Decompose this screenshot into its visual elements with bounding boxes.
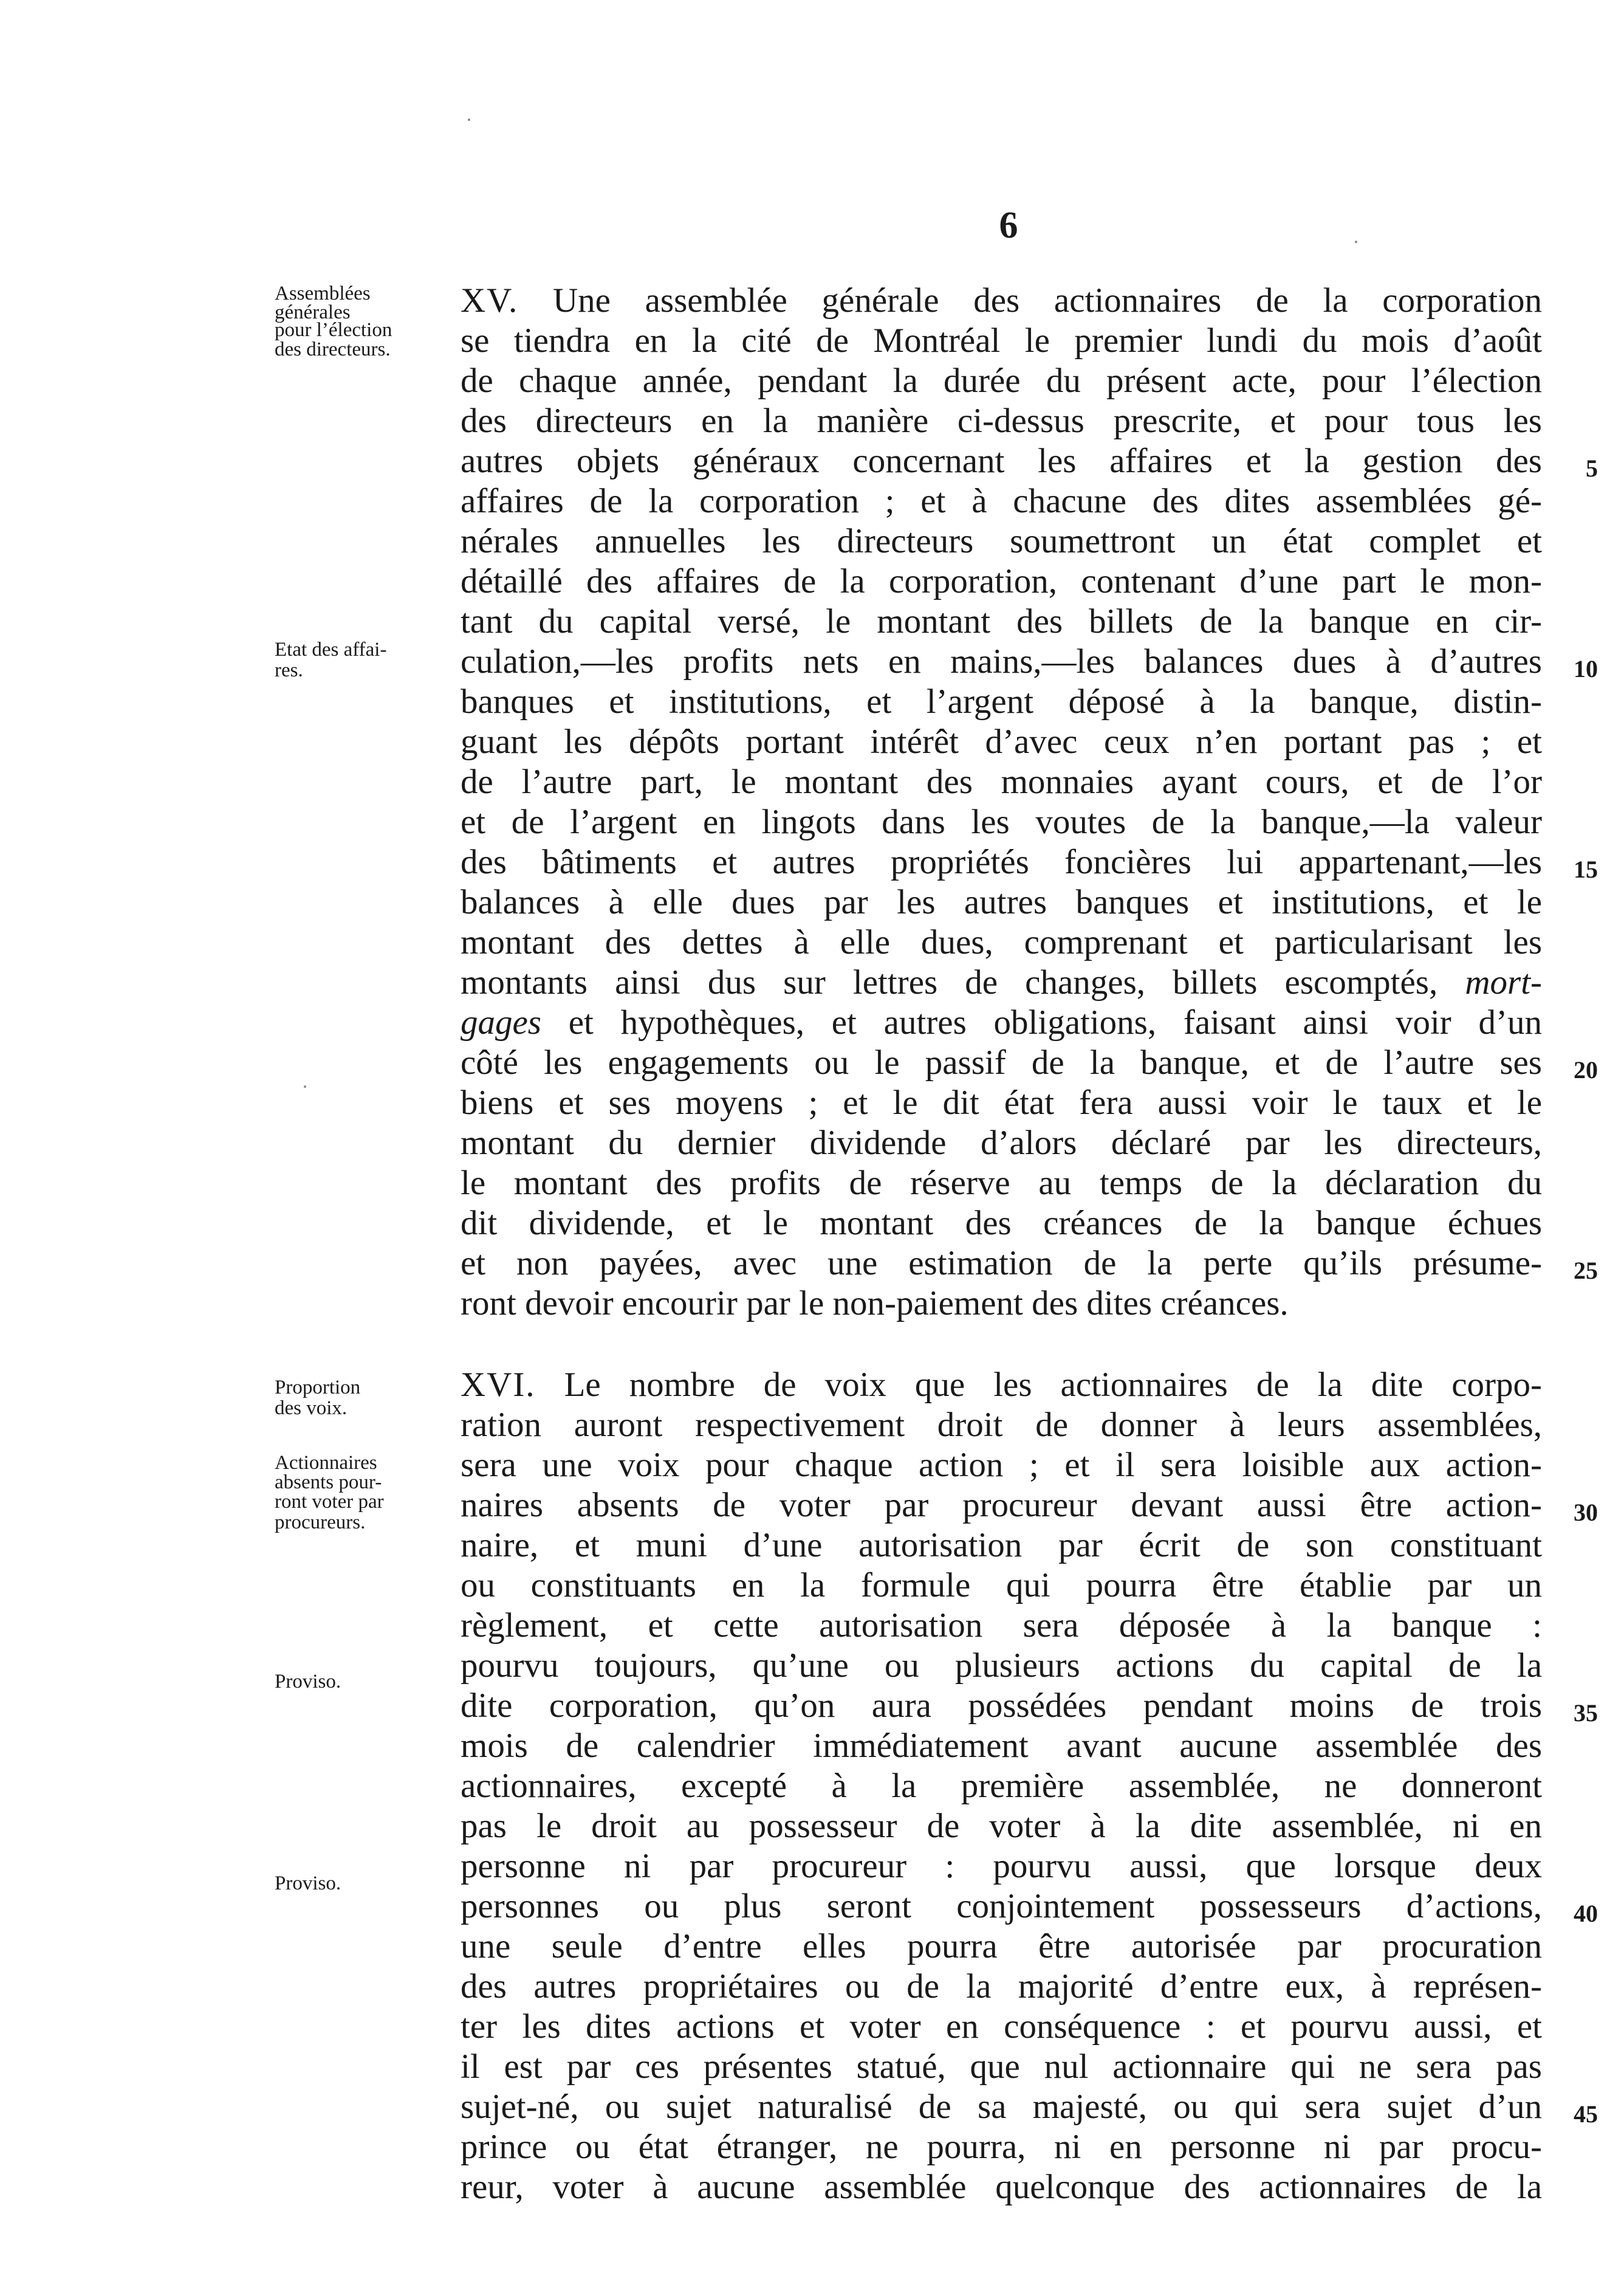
scan-speck — [468, 119, 470, 121]
xv-line-1: XV. Une assemblée générale des actionnaires de la corporation — [461, 281, 1543, 320]
margin-note-proviso-1: Proviso. — [275, 1671, 341, 1693]
xv-line-12: guant les dépôts portant intérêt d’avec ceux n’en portant pas ; et — [461, 723, 1542, 761]
xvi-line-15: une seule d’entre elles pourra être autorisée par procuration — [461, 1927, 1542, 1965]
xvi-line-18: il est par ces présentes statué, que nul actionnaire qui ne sera pas — [461, 2047, 1542, 2086]
xv-line-18: montants ainsi dus sur lettres de changes, billets escomptés, mort- — [461, 963, 1543, 1002]
xv-line-20: côté les engagements ou le passif de la banque, et de l’autre ses — [461, 1043, 1542, 1082]
xv-line-8: détaillé des affaires de la corporation, contenant d’une part le mon- — [461, 562, 1542, 600]
xv-line-22: montant du dernier dividende d’alors déclaré par les directeurs, — [461, 1124, 1542, 1162]
xvi-line-7: règlement, et cette autorisation sera déposée à la banque : — [461, 1606, 1542, 1645]
xv-line-26: ront devoir encourir par le non-paiement des dites créances. — [461, 1284, 1289, 1322]
xv-line-14: et de l’argent en lingots dans les voutes de la banque,—la valeur — [461, 803, 1542, 841]
line-number: 45 — [1574, 2100, 1598, 2128]
xvi-line-3: sera une voix pour chaque action ; et il sera loisible aux action- — [461, 1446, 1542, 1484]
xvi-line-8: pourvu toujours, qu’une ou plusieurs actions du capital de la — [461, 1646, 1542, 1685]
line-number: 15 — [1574, 856, 1598, 883]
xv-line-21: biens et ses moyens ; et le dit état fera aussi voir le taux et le — [461, 1084, 1542, 1122]
margin-note-assemblees: Assemblées générales pour l’élection des directeurs. — [275, 283, 392, 360]
xvi-line-1: XVI. Le nombre de voix que les actionnaires de la dite corpo- — [461, 1366, 1543, 1404]
xvi-line-6: ou constituants en la formule qui pourra être établie par un — [461, 1566, 1542, 1604]
xv-line-4: des directeurs en la manière ci-dessus prescrite, et pour tous les — [461, 402, 1542, 440]
section-xv-numeral: XV. — [461, 281, 519, 320]
xv-line-11: banques et institutions, et l’argent déposé à la banque, distin- — [461, 682, 1542, 721]
line-number: 25 — [1574, 1257, 1598, 1284]
xv-line-19: gages et hypothèques, et autres obligations, faisant ainsi voir d’un — [461, 1003, 1543, 1042]
xvi-line-5: naire, et muni d’une autorisation par écrit de son constituant — [461, 1526, 1542, 1564]
line-number: 20 — [1574, 1056, 1598, 1084]
line-number: 35 — [1574, 1699, 1598, 1727]
italic-mortgages-a: mort- — [1465, 963, 1543, 1002]
xv-line-10: culation,—les profits nets en mains,—les balances dues à d’autres — [461, 642, 1542, 681]
xv-line-2: se tiendra en la cité de Montréal le premier lundi du mois d’août — [461, 321, 1542, 360]
xv-line-15: des bâtiments et autres propriétés foncières lui appartenant,—les — [461, 843, 1542, 881]
xv-line-17: montant des dettes à elle dues, comprenant et particularisant les — [461, 923, 1542, 961]
xvi-line-9: dite corporation, qu’on aura possédées pendant moins de trois — [461, 1686, 1542, 1725]
page-number: 6 — [999, 205, 1018, 246]
xv-line-5: autres objets généraux concernant les affaires et la gestion des — [461, 442, 1542, 480]
line-number: 10 — [1574, 655, 1598, 682]
xv-line-25: et non payées, avec une estimation de la perte qu’ils présume- — [461, 1244, 1542, 1282]
xvi-line-17: ter les dites actions et voter en conséquence : et pourvu aussi, et — [461, 2007, 1542, 2046]
xv-line-9: tant du capital versé, le montant des billets de la banque en cir- — [461, 602, 1542, 641]
xv-line-3: de chaque année, pendant la durée du présent acte, pour l’élection — [461, 362, 1542, 400]
xv-line-24: dit dividende, et le montant des créances de la banque échues — [461, 1204, 1542, 1242]
xv-line-13: de l’autre part, le montant des monnaies ayant cours, et de l’or — [461, 763, 1542, 801]
xvi-line-12: pas le droit au possesseur de voter à la dite assemblée, ni en — [461, 1807, 1542, 1845]
xvi-line-4: naires absents de voter par procureur devant aussi être action- — [461, 1486, 1542, 1524]
xvi-line-13: personne ni par procureur : pourvu aussi, que lorsque deux — [461, 1847, 1542, 1885]
xv-line-7: nérales annuelles les directeurs soumettront un état complet et — [461, 522, 1542, 560]
xvi-line-21: reur, voter à aucune assemblée quelconque des actionnaires de la — [461, 2168, 1542, 2206]
line-number: 5 — [1586, 455, 1598, 482]
xvi-line-19: sujet-né, ou sujet naturalisé de sa majesté, ou qui sera sujet d’un — [461, 2088, 1542, 2126]
scan-speck — [1355, 241, 1357, 243]
line-number: 40 — [1574, 1900, 1598, 1927]
xvi-line-14: personnes ou plus seront conjointement possesseurs d’actions, — [461, 1887, 1542, 1925]
scan-speck — [304, 1085, 306, 1088]
xvi-line-20: prince ou état étranger, ne pourra, ni en personne ni par procu- — [461, 2128, 1542, 2166]
margin-note-actionnaires: Actionnaires absents pour- ront voter par procureurs. — [275, 1452, 384, 1533]
xv-line-6: affaires de la corporation ; et à chacune des dites assemblées gé- — [461, 482, 1542, 520]
line-number: 30 — [1574, 1499, 1598, 1526]
xv-line-23: le montant des profits de réserve au temps de la déclaration du — [461, 1164, 1542, 1202]
italic-mortgages-b: gages — [461, 1003, 541, 1042]
margin-note-proviso-2: Proviso. — [275, 1872, 341, 1894]
xvi-line-10: mois de calendrier immédiatement avant aucune assemblée des — [461, 1727, 1542, 1765]
margin-note-proportion: Proportion des voix. — [275, 1377, 361, 1419]
xv-line-16: balances à elle dues par les autres banques et institutions, et le — [461, 883, 1542, 921]
xvi-line-2: ration auront respectivement droit de donner à leurs assemblées, — [461, 1406, 1542, 1444]
xvi-line-16: des autres propriétaires ou de la majorité d’entre eux, à représen- — [461, 1967, 1542, 2006]
xvi-line-11: actionnaires, excepté à la première assemblée, ne donneront — [461, 1767, 1542, 1805]
margin-note-etat: Etat des affai- res. — [275, 639, 387, 681]
section-xvi-numeral: XVI. — [461, 1366, 536, 1404]
